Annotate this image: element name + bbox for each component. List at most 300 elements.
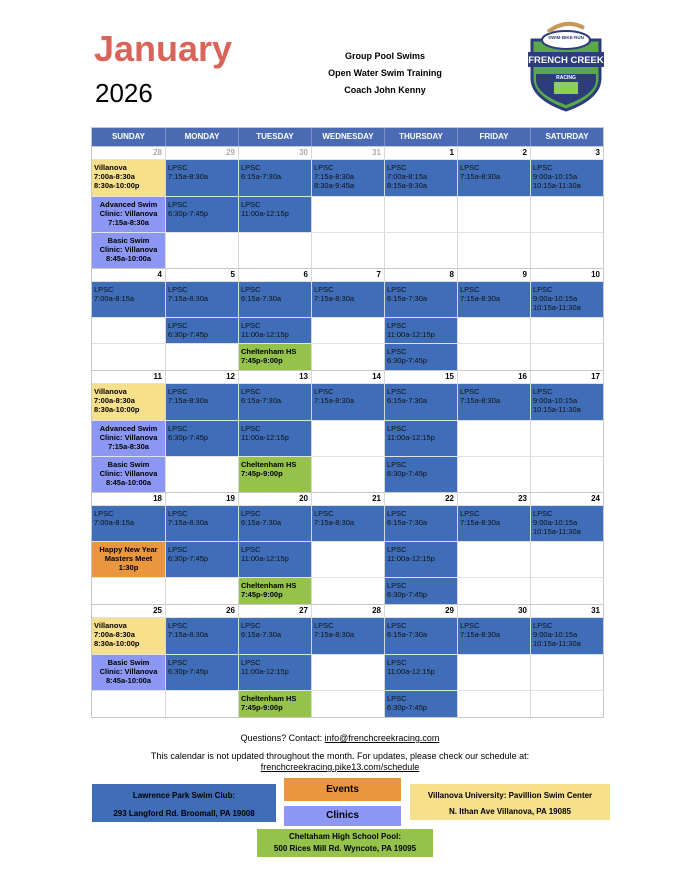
- legend-villanova-name: Villanova University: Pavillion Swim Center: [427, 791, 593, 800]
- event-text: 7:00a-8:30a: [94, 396, 135, 405]
- event-chel: [238, 344, 311, 370]
- date-row: [92, 147, 603, 159]
- event-text: 8:15a-9:30a: [387, 181, 428, 190]
- date-row: [92, 493, 603, 505]
- date-number: 7: [311, 269, 384, 281]
- event-text: 6:15a-7:30a: [387, 294, 428, 303]
- weekday-header: [92, 128, 603, 146]
- event-text: LPSC: [460, 621, 480, 630]
- event-lpsc: [92, 282, 165, 317]
- event-lpsc: [238, 318, 311, 343]
- event-text: LPSC: [533, 387, 553, 396]
- subtitle-line: Open Water Swim Training: [328, 68, 442, 78]
- event-text: LPSC: [460, 387, 480, 396]
- event-text: 7:15a-8:30a: [460, 630, 501, 639]
- empty-cell: [165, 691, 238, 717]
- empty-cell: [530, 542, 603, 577]
- event-lpsc: [165, 282, 238, 317]
- event-text: 11:00a-12:15p: [241, 667, 289, 676]
- event-slot-row: [92, 654, 603, 690]
- logo-wordmark: FRENCH CREEK: [528, 55, 604, 66]
- event-text: 6:15a-7:30a: [241, 630, 282, 639]
- event-text: 6:30p-7:45p: [168, 330, 209, 339]
- event-lpsc: [311, 618, 384, 654]
- date-number: 30: [238, 147, 311, 159]
- legend-cheltenham-name: Cheltaham High School Pool:: [288, 832, 401, 841]
- date-number: 25: [153, 606, 162, 615]
- event-text: 8:45a-10:00a: [105, 254, 152, 263]
- legend-villanova: [410, 784, 610, 820]
- event-text: 7:15a-8:30a: [168, 294, 209, 303]
- event-text: LPSC: [168, 509, 188, 518]
- event-text: Basic Swim: [107, 658, 150, 667]
- event-lpsc: [457, 282, 530, 317]
- empty-cell: [384, 197, 457, 232]
- event-lpsc: [457, 160, 530, 196]
- event-text: 7:15a-8:30a: [314, 630, 355, 639]
- event-nova: [92, 160, 165, 196]
- event-lpsc: [384, 691, 457, 717]
- empty-cell: [457, 421, 530, 456]
- event-lpsc: [238, 421, 311, 456]
- event-lpsc: [165, 421, 238, 456]
- event-text: LPSC: [241, 424, 261, 433]
- event-lpsc: [384, 318, 457, 343]
- event-text: 7:15a-8:30a: [168, 172, 209, 181]
- event-text: Masters Meet: [104, 554, 153, 563]
- event-text: Clinic: Villanova: [99, 433, 158, 442]
- event-text: 6:30p-7:45p: [387, 703, 428, 712]
- event-text: LPSC: [387, 387, 407, 396]
- event-text: 1:30p: [118, 563, 139, 572]
- event-text: LPSC: [94, 509, 114, 518]
- event-text: 8:45a-10:00a: [105, 478, 152, 487]
- event-nova: [92, 384, 165, 420]
- event-lpsc: [384, 618, 457, 654]
- event-chel: [238, 457, 311, 492]
- event-text: LPSC: [387, 285, 407, 294]
- event-text: 9:00a-10:15a: [533, 396, 578, 405]
- event-text: 6:30p-7:45p: [387, 590, 428, 599]
- empty-cell: [457, 318, 530, 343]
- event-slot-row: [92, 383, 603, 420]
- event-text: 9:00a-10:15a: [533, 172, 578, 181]
- event-lpsc: [384, 542, 457, 577]
- event-text: 7:15a-8:30a: [460, 518, 501, 527]
- event-text: Villanova: [94, 163, 127, 172]
- empty-cell: [457, 578, 530, 604]
- event-text: LPSC: [387, 658, 407, 667]
- event-slot-row: [92, 232, 603, 268]
- event-text: 10:15a-11:30a: [533, 527, 581, 536]
- date-number: 26: [165, 605, 238, 617]
- date-number: 19: [165, 493, 238, 505]
- event-text: 7:15a-8:30a: [314, 172, 355, 181]
- event-chel: [238, 691, 311, 717]
- date-number: 23: [457, 493, 530, 505]
- empty-cell: [457, 655, 530, 690]
- empty-cell: [311, 457, 384, 492]
- event-text: 7:15a-8:30a: [460, 294, 501, 303]
- event-lpsc: [384, 160, 457, 196]
- event-clinic: [92, 421, 165, 456]
- empty-cell: [530, 233, 603, 268]
- event-text: 7:15a-8:30a: [460, 396, 501, 405]
- event-text: LPSC: [460, 285, 480, 294]
- event-lpsc: [311, 384, 384, 420]
- event-lpsc: [238, 197, 311, 232]
- event-text: 7:00a-8:30a: [94, 630, 135, 639]
- contact-label: Questions? Contact:: [240, 733, 325, 743]
- date-number: 31: [311, 147, 384, 159]
- event-text: LPSC: [241, 285, 261, 294]
- event-text: 7:45p-9:00p: [241, 469, 283, 478]
- event-text: LPSC: [241, 509, 261, 518]
- event-text: Advanced Swim: [99, 424, 158, 433]
- event-text: 6:15a-7:30a: [241, 396, 282, 405]
- weekday-label: FRIDAY: [457, 128, 530, 146]
- empty-cell: [311, 421, 384, 456]
- empty-cell: [530, 197, 603, 232]
- event-text: LPSC: [314, 285, 334, 294]
- event-text: 6:30p-7:45p: [387, 356, 428, 365]
- legend-lawrence-park: [92, 784, 276, 822]
- event-text: LPSC: [168, 200, 188, 209]
- event-text: 7:15a-8:30a: [168, 518, 209, 527]
- event-text: LPSC: [460, 509, 480, 518]
- empty-cell: [165, 233, 238, 268]
- event-text: 6:30p-7:45p: [168, 209, 209, 218]
- date-number: 17: [530, 371, 603, 383]
- event-text: Cheltenham HS: [241, 347, 297, 356]
- empty-cell: [530, 318, 603, 343]
- event-text: Cheltenham HS: [241, 581, 297, 590]
- event-text: 7:15a-8:30a: [108, 218, 149, 227]
- empty-cell: [311, 578, 384, 604]
- event-lpsc: [530, 506, 603, 541]
- legend-cheltenham-address: 500 Rices Mill Rd. Wyncote, PA 19095: [273, 844, 417, 853]
- date-number: 29: [165, 147, 238, 159]
- event-text: 7:00a-8:15a: [94, 294, 135, 303]
- date-row: [92, 371, 603, 383]
- event-slot-row: [92, 456, 603, 492]
- event-text: Advanced Swim: [99, 200, 158, 209]
- calendar-grid: [91, 127, 604, 718]
- event-lpsc: [384, 421, 457, 456]
- event-text: 9:00a-10:15a: [533, 630, 578, 639]
- event-clinic: [92, 233, 165, 268]
- event-clinic: [92, 655, 165, 690]
- schedule-line: [0, 762, 680, 772]
- date-number: 30: [457, 605, 530, 617]
- date-number: 28: [153, 148, 162, 157]
- event-text: 7:15a-8:30a: [168, 396, 209, 405]
- event-lpsc: [238, 384, 311, 420]
- event-lpsc: [311, 282, 384, 317]
- date-number: 22: [384, 493, 457, 505]
- event-text: LPSC: [168, 163, 188, 172]
- event-text: Clinic: Villanova: [99, 469, 158, 478]
- event-lpsc: [238, 160, 311, 196]
- event-lpsc: [238, 282, 311, 317]
- legend-lpsc-name: Lawrence Park Swim Club:: [132, 791, 236, 800]
- event-lpsc: [165, 197, 238, 232]
- event-lpsc: [311, 506, 384, 541]
- calendar-week: [92, 370, 603, 492]
- event-text: 7:15a-8:30a: [314, 294, 355, 303]
- event-text: 8:30a-9:45a: [314, 181, 355, 190]
- calendar-week: [92, 268, 603, 370]
- event-lpsc: [165, 618, 238, 654]
- event-chel: [238, 578, 311, 604]
- event-text: 6:15a-7:30a: [241, 172, 282, 181]
- event-text: LPSC: [387, 545, 407, 554]
- event-text: 6:15a-7:30a: [387, 518, 428, 527]
- date-number: 10: [530, 269, 603, 281]
- event-text: LPSC: [533, 509, 553, 518]
- weekday-label: THURSDAY: [384, 128, 457, 146]
- event-lpsc: [238, 506, 311, 541]
- empty-cell: [457, 233, 530, 268]
- empty-cell: [311, 691, 384, 717]
- weekday-label: SUNDAY: [111, 132, 146, 141]
- event-slot-row: [92, 420, 603, 456]
- event-lpsc: [384, 578, 457, 604]
- event-text: 11:00a-12:15p: [387, 667, 435, 676]
- event-slot-row: [92, 690, 603, 717]
- event-text: 6:15a-7:30a: [241, 518, 282, 527]
- event-text: 10:15a-11:30a: [533, 303, 581, 312]
- empty-cell: [457, 197, 530, 232]
- date-number: 16: [457, 371, 530, 383]
- date-number: 4: [157, 270, 162, 279]
- event-text: 8:30a-10:00p: [94, 405, 140, 414]
- event-text: 8:30a-10:00p: [94, 181, 140, 190]
- empty-cell: [92, 344, 165, 370]
- empty-cell: [165, 344, 238, 370]
- event-text: 7:15a-8:30a: [314, 518, 355, 527]
- legend-clinics: Clinics: [284, 806, 401, 826]
- date-number: 21: [311, 493, 384, 505]
- event-text: 9:00a-10:15a: [533, 294, 578, 303]
- event-text: 10:15a-11:30a: [533, 181, 581, 190]
- empty-cell: [384, 233, 457, 268]
- event-lpsc: [165, 506, 238, 541]
- event-lpsc: [384, 506, 457, 541]
- event-text: 10:15a-11:30a: [533, 639, 581, 648]
- event-text: 7:15a-8:30a: [314, 396, 355, 405]
- event-text: LPSC: [94, 285, 114, 294]
- update-note: This calendar is not updated throughout the month. For updates, please check our schedule at:: [150, 751, 530, 761]
- event-text: 8:30a-10:00p: [94, 639, 140, 648]
- date-number: 5: [165, 269, 238, 281]
- event-text: 6:15a-7:30a: [387, 396, 428, 405]
- event-lpsc: [384, 384, 457, 420]
- event-lpsc: [384, 344, 457, 370]
- event-text: 11:00a-12:15p: [241, 433, 289, 442]
- date-number: 20: [238, 493, 311, 505]
- event-text: 11:00a-12:15p: [241, 330, 289, 339]
- event-text: LPSC: [241, 200, 261, 209]
- date-number: 28: [311, 605, 384, 617]
- event-text: 6:15a-7:30a: [241, 294, 282, 303]
- event-text: 11:00a-12:15p: [387, 330, 435, 339]
- event-text: Clinic: Villanova: [99, 209, 158, 218]
- event-text: Clinic: Villanova: [99, 667, 158, 676]
- event-text: Basic Swim: [107, 236, 150, 245]
- event-text: 6:30p-7:45p: [168, 667, 209, 676]
- event-text: 6:30p-7:45p: [168, 554, 209, 563]
- event-text: 7:45p-9:00p: [241, 356, 283, 365]
- event-lpsc: [384, 282, 457, 317]
- event-text: Cheltenham HS: [241, 694, 297, 703]
- empty-cell: [92, 691, 165, 717]
- event-text: LPSC: [168, 658, 188, 667]
- event-text: LPSC: [533, 621, 553, 630]
- event-text: LPSC: [168, 545, 188, 554]
- legend-events: Events: [284, 778, 401, 801]
- event-text: Villanova: [94, 621, 127, 630]
- event-clinic: [92, 457, 165, 492]
- date-number: 1: [384, 147, 457, 159]
- event-lpsc: [238, 542, 311, 577]
- event-text: 6:30p-7:45p: [387, 469, 428, 478]
- event-lpsc: [384, 655, 457, 690]
- date-number: 11: [153, 372, 162, 381]
- date-number: 29: [384, 605, 457, 617]
- event-text: 7:00a-8:15a: [387, 172, 428, 181]
- event-lpsc: [92, 506, 165, 541]
- contact-email-link[interactable]: info@frenchcreekracing.com: [324, 733, 440, 743]
- empty-cell: [530, 344, 603, 370]
- event-text: LPSC: [241, 621, 261, 630]
- event-lpsc: [238, 618, 311, 654]
- year-title: 2026: [95, 78, 153, 108]
- date-number: 14: [311, 371, 384, 383]
- event-text: LPSC: [241, 658, 261, 667]
- subtitle-line: Coach John Kenny: [344, 85, 426, 95]
- event-event: [92, 542, 165, 577]
- event-text: LPSC: [387, 621, 407, 630]
- event-slot-row: [92, 281, 603, 317]
- empty-cell: [311, 344, 384, 370]
- date-number: 24: [530, 493, 603, 505]
- subtitle-line: Group Pool Swims: [344, 51, 425, 61]
- event-text: 7:15a-8:30a: [108, 442, 149, 451]
- empty-cell: [311, 197, 384, 232]
- event-lpsc: [457, 506, 530, 541]
- event-lpsc: [238, 655, 311, 690]
- event-text: Happy New Year: [99, 545, 158, 554]
- empty-cell: [238, 233, 311, 268]
- empty-cell: [457, 542, 530, 577]
- event-slot-row: [92, 505, 603, 541]
- weekday-label: TUESDAY: [238, 128, 311, 146]
- logo-tagline: SWIM·BIKE·RUN: [548, 35, 584, 40]
- event-text: LPSC: [168, 387, 188, 396]
- event-text: 11:00a-12:15p: [241, 209, 289, 218]
- event-lpsc: [530, 160, 603, 196]
- event-lpsc: [165, 318, 238, 343]
- event-slot-row: [92, 196, 603, 232]
- empty-cell: [311, 655, 384, 690]
- empty-cell: [530, 691, 603, 717]
- event-text: LPSC: [168, 424, 188, 433]
- event-clinic: [92, 197, 165, 232]
- event-lpsc: [165, 160, 238, 196]
- empty-cell: [530, 457, 603, 492]
- weekday-label: MONDAY: [165, 128, 238, 146]
- empty-cell: [92, 318, 165, 343]
- empty-cell: [457, 344, 530, 370]
- date-number: 8: [384, 269, 457, 281]
- logo-racing: RACING: [556, 75, 576, 81]
- event-text: LPSC: [314, 509, 334, 518]
- event-text: LPSC: [460, 163, 480, 172]
- event-text: 11:00a-12:15p: [241, 554, 289, 563]
- event-text: LPSC: [168, 285, 188, 294]
- empty-cell: [92, 578, 165, 604]
- event-text: 6:30p-7:45p: [168, 433, 209, 442]
- event-lpsc: [384, 457, 457, 492]
- schedule-link[interactable]: frenchcreekracing.pike13.com/schedule: [260, 762, 420, 772]
- empty-cell: [165, 457, 238, 492]
- event-slot-row: [92, 343, 603, 370]
- event-lpsc: [311, 160, 384, 196]
- legend-villanova-address: N. Ithan Ave Villanova, PA 19085: [449, 807, 571, 816]
- event-slot-row: [92, 317, 603, 343]
- empty-cell: [457, 457, 530, 492]
- event-slot-row: [92, 159, 603, 196]
- event-text: 6:15a-7:30a: [387, 630, 428, 639]
- event-text: 7:00a-8:30a: [94, 172, 135, 181]
- date-number: 6: [238, 269, 311, 281]
- french-creek-racing-logo: [526, 18, 606, 112]
- date-row: [92, 605, 603, 617]
- event-text: LPSC: [168, 321, 188, 330]
- event-text: Clinic: Villanova: [99, 245, 158, 254]
- event-text: LPSC: [387, 347, 407, 356]
- event-nova: [92, 618, 165, 654]
- event-text: LPSC: [168, 621, 188, 630]
- event-text: LPSC: [387, 581, 407, 590]
- event-lpsc: [165, 384, 238, 420]
- event-text: Basic Swim: [107, 460, 150, 469]
- event-text: 7:45p-9:00p: [241, 703, 283, 712]
- event-text: LPSC: [314, 163, 334, 172]
- empty-cell: [165, 578, 238, 604]
- weekday-label: SATURDAY: [530, 128, 603, 146]
- event-lpsc: [530, 282, 603, 317]
- legend-lpsc-address: 293 Langford Rd. Broomall, PA 19008: [113, 809, 255, 818]
- event-text: 9:00a-10:15a: [533, 518, 578, 527]
- event-text: 10:15a-11:30a: [533, 405, 581, 414]
- contact-line: [0, 733, 680, 743]
- month-title: January: [94, 28, 233, 69]
- event-text: LPSC: [241, 387, 261, 396]
- event-slot-row: [92, 541, 603, 577]
- date-row: [92, 269, 603, 281]
- event-text: LPSC: [533, 285, 553, 294]
- calendar-week: [92, 604, 603, 717]
- weekday-label: WEDNESDAY: [311, 128, 384, 146]
- empty-cell: [311, 233, 384, 268]
- date-number: 2: [457, 147, 530, 159]
- event-lpsc: [457, 384, 530, 420]
- date-number: 13: [238, 371, 311, 383]
- calendar-week: [92, 492, 603, 604]
- empty-cell: [530, 578, 603, 604]
